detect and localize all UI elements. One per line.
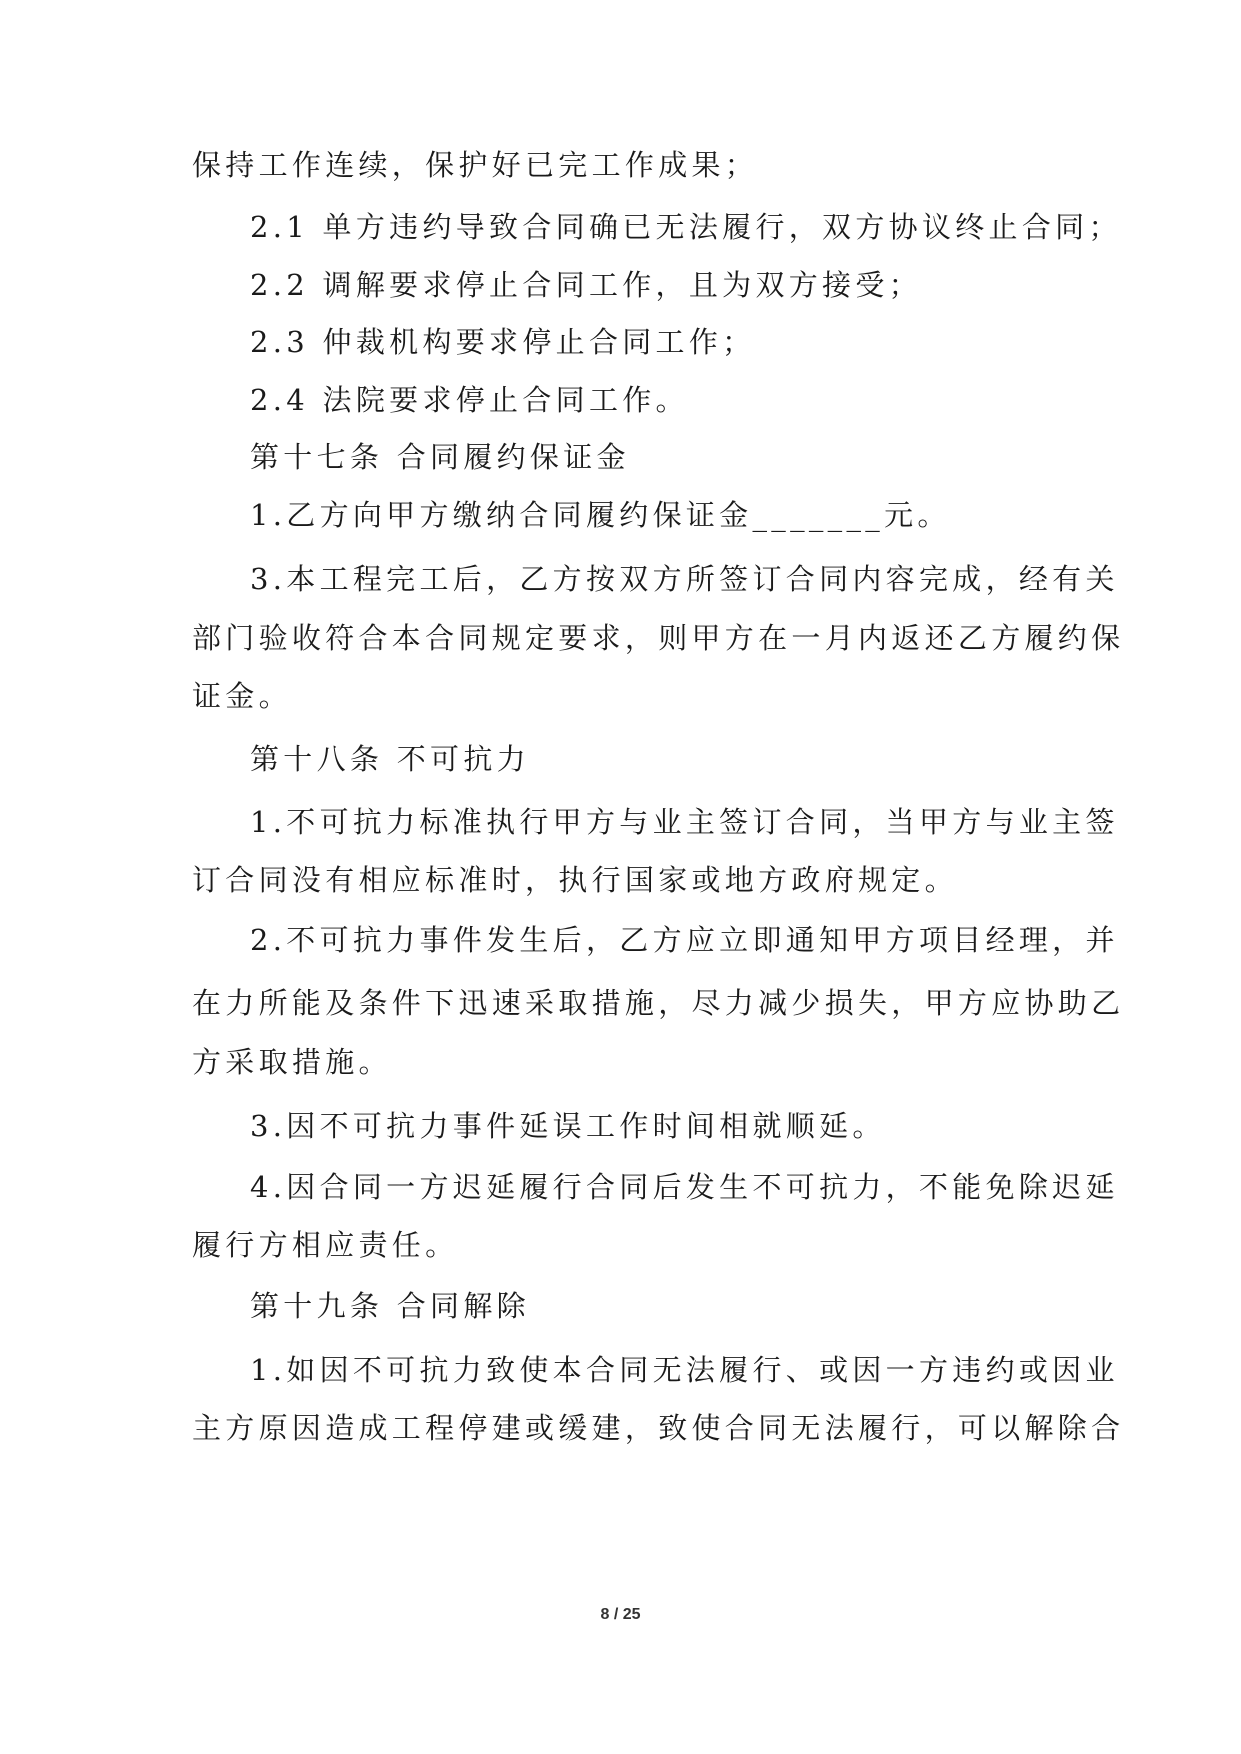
text-line: 1.如因不可抗力致使本合同无法履行、或因一方违约或因业 <box>250 1353 1119 1387</box>
text-line: 1.乙方向甲方缴纳合同履约保证金_______元。 <box>250 498 951 532</box>
text-line: 3.因不可抗力事件延误工作时间相就顺延。 <box>250 1109 886 1143</box>
section-heading: 第十七条 合同履约保证金 <box>250 440 630 474</box>
text-line: 订合同没有相应标准时，执行国家或地方政府规定。 <box>192 863 958 897</box>
text-line: 4.因合同一方迟延履行合同后发生不可抗力，不能免除迟延 <box>250 1170 1119 1204</box>
text-line: 主方原因造成工程停建或缓建，致使合同无法履行，可以解除合 <box>192 1411 1125 1445</box>
text-line: 保持工作连续，保护好已完工作成果； <box>192 148 759 182</box>
section-heading: 第十九条 合同解除 <box>250 1289 530 1323</box>
text-line: 方采取措施。 <box>192 1045 392 1079</box>
text-line: 履行方相应责任。 <box>192 1228 459 1262</box>
page-number: 8 / 25 <box>600 1606 641 1623</box>
text-line: 2.2 调解要求停止合同工作，且为双方接受； <box>250 268 922 302</box>
text-line: 2.1 单方违约导致合同确已无法履行，双方协议终止合同； <box>250 210 1122 244</box>
text-line: 2.4 法院要求停止合同工作。 <box>250 383 689 417</box>
text-line: 2.3 仲裁机构要求停止合同工作； <box>250 325 756 359</box>
text-line: 3.本工程完工后，乙方按双方所签订合同内容完成，经有关 <box>250 562 1119 596</box>
text-line: 在力所能及条件下迅速采取措施，尽力减少损失，甲方应协助乙 <box>192 986 1125 1020</box>
text-line: 1.不可抗力标准执行甲方与业主签订合同，当甲方与业主签 <box>250 805 1119 839</box>
section-heading: 第十八条 不可抗力 <box>250 742 530 776</box>
text-line: 部门验收符合本合同规定要求，则甲方在一月内返还乙方履约保 <box>192 621 1125 655</box>
text-line: 证金。 <box>192 679 292 713</box>
text-line: 2.不可抗力事件发生后，乙方应立即通知甲方项目经理，并 <box>250 923 1119 957</box>
